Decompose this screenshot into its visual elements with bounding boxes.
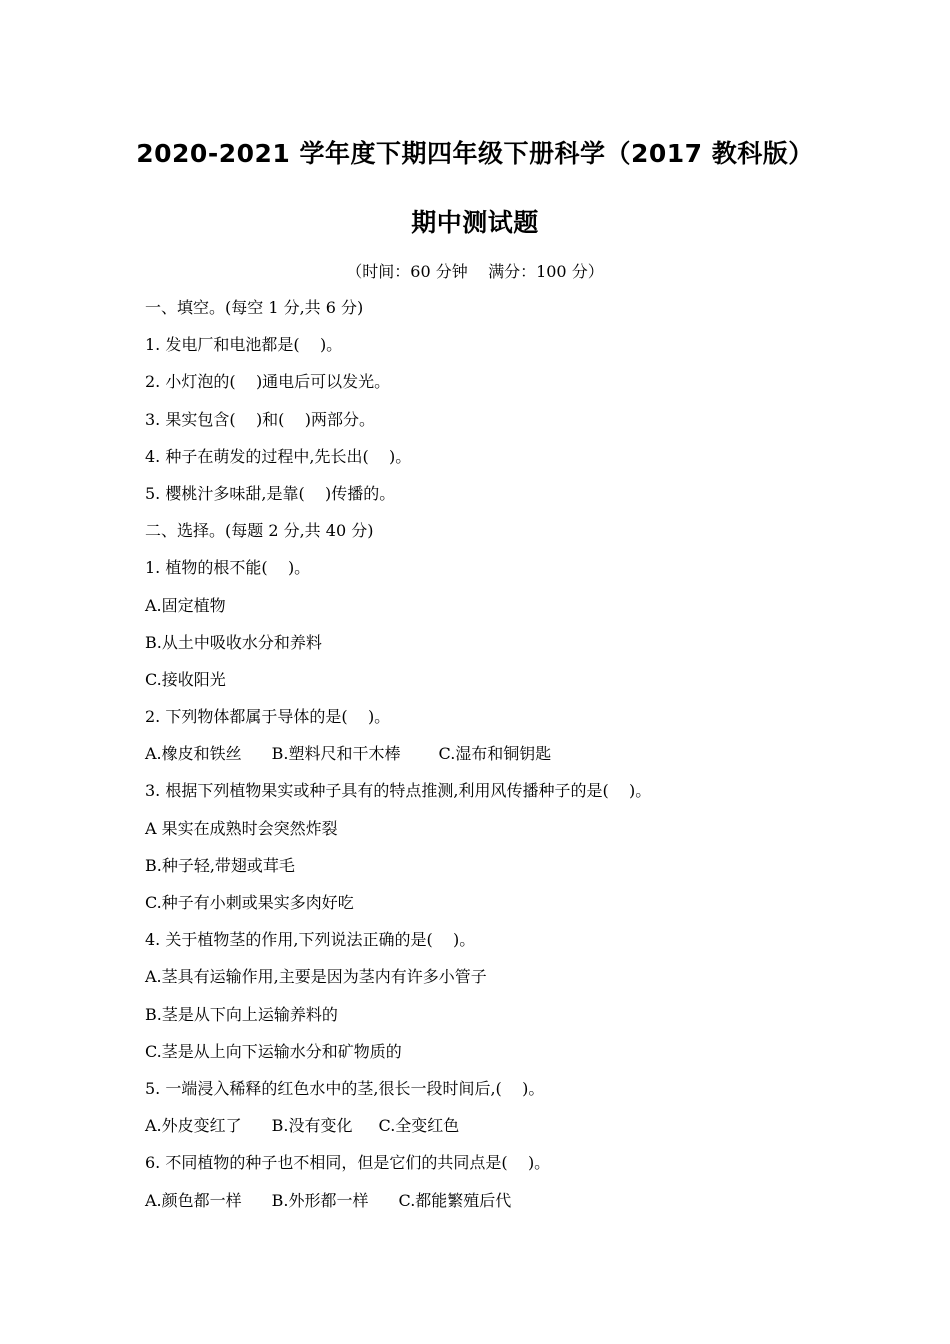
exam-body	[145, 294, 865, 1224]
section-heading-choice: 二、选择。(每题 2 分,共 40 分)	[145, 521, 374, 541]
choice-question-4-stem: 4. 关于植物茎的作用,下列说法正确的是( )。	[145, 930, 476, 950]
choice-question-2-option-b: B.塑料尺和干木棒	[271, 744, 401, 764]
choice-question-1-option-a: A.固定植物	[145, 595, 226, 615]
choice-question-6-option-b: B.外形都一样	[271, 1190, 369, 1210]
choice-question-5-option-a: A.外皮变红了	[145, 1116, 242, 1136]
choice-question-6-option-c: C.都能繁殖后代	[398, 1190, 512, 1210]
choice-question-6-options	[145, 1187, 865, 1224]
choice-question-5-options	[145, 1112, 865, 1149]
choice-question-6-option-a: A.颜色都一样	[145, 1190, 242, 1210]
choice-question-2-option-c: C.湿布和铜钥匙	[438, 744, 552, 764]
choice-question-3-option-a: A 果实在成熟时会突然炸裂	[145, 818, 338, 838]
choice-question-1-stem: 1. 植物的根不能( )。	[145, 558, 311, 578]
choice-question-2-stem: 2. 下列物体都属于导体的是( )。	[145, 707, 391, 727]
fill-in-question-5: 5. 樱桃汁多味甜,是靠( )传播的。	[145, 483, 396, 503]
fill-in-question-4: 4. 种子在萌发的过程中,先长出( )。	[145, 446, 412, 466]
choice-question-5-option-c: C.全变红色	[378, 1116, 460, 1136]
section-heading-fill-in: 一、填空。(每空 1 分,共 6 分)	[145, 298, 364, 317]
choice-question-4-option-a: A.茎具有运输作用,主要是因为茎内有许多小管子	[145, 967, 487, 987]
choice-question-5-stem: 5. 一端浸入稀释的红色水中的茎,很长一段时间后,( )。	[145, 1078, 545, 1098]
document-subtitle: 期中测试题	[411, 208, 539, 237]
choice-question-6-stem: 6. 不同植物的种子也不相同，但是它们的共同点是( )。	[145, 1153, 551, 1173]
choice-question-2-options	[145, 740, 865, 777]
choice-question-4-option-c: C.茎是从上向下运输水分和矿物质的	[145, 1041, 402, 1061]
choice-question-1-option-b: B.从土中吸收水分和养料	[145, 632, 322, 652]
choice-question-2-option-a: A.橡皮和铁丝	[145, 744, 242, 764]
fill-in-question-1: 1. 发电厂和电池都是( )。	[145, 335, 343, 355]
document-title: 2020-2021 学年度下期四年级下册科学（2017 教科版）	[136, 139, 814, 168]
choice-question-5-option-b: B.没有变化	[271, 1116, 353, 1136]
choice-question-4-option-b: B.茎是从下向上运输养料的	[145, 1004, 338, 1024]
exam-time-and-score: （时间：60 分钟 满分：100 分）	[346, 262, 604, 281]
choice-question-3-option-c: C.种子有小刺或果实多肉好吃	[145, 893, 354, 912]
choice-question-3-stem: 3. 根据下列植物果实或种子具有的特点推测,利用风传播种子的是( )。	[145, 781, 652, 801]
choice-question-3-option-b: B.种子轻,带翅或茸毛	[145, 855, 295, 875]
fill-in-question-2: 2. 小灯泡的( )通电后可以发光。	[145, 372, 391, 392]
choice-question-1-option-c: C.接收阳光	[145, 669, 226, 689]
fill-in-question-3: 3. 果实包含( )和( )两部分。	[145, 409, 376, 429]
